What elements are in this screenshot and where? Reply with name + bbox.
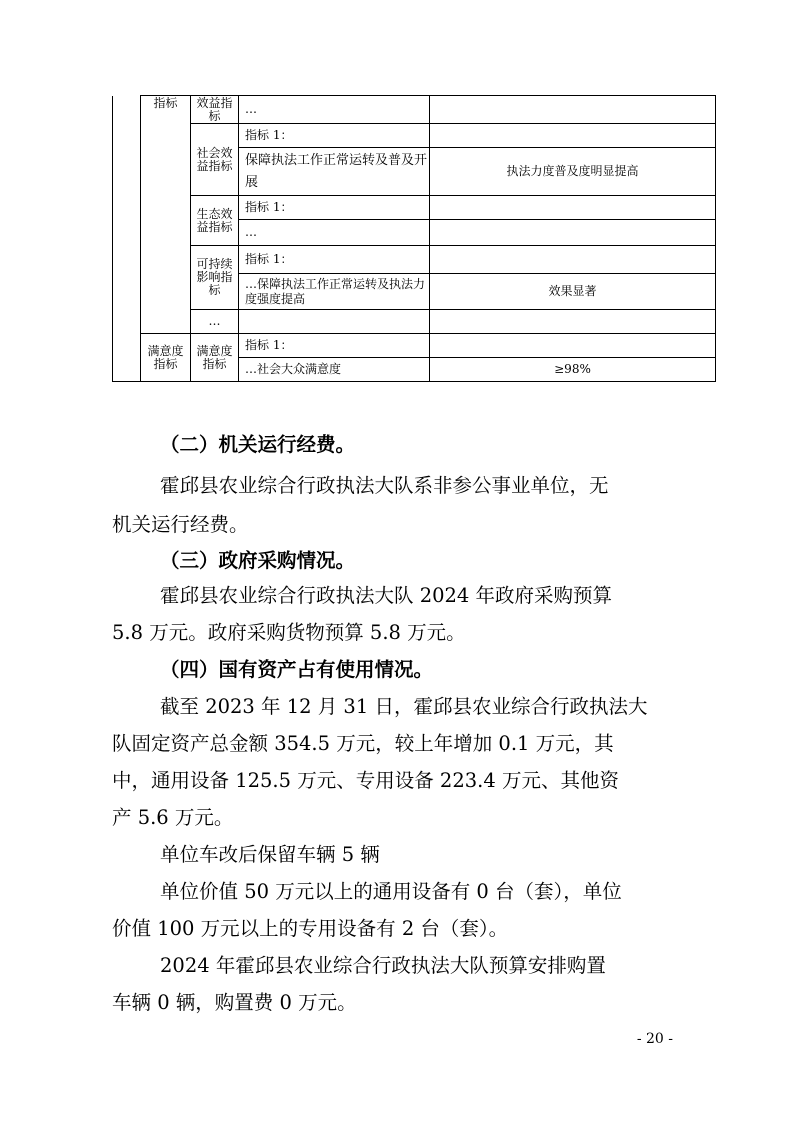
table-cell-value bbox=[430, 196, 716, 220]
table-cell-value: ≥98% bbox=[430, 358, 716, 382]
section-heading-procurement: （三）政府采购情况。 bbox=[160, 549, 356, 572]
table-cell-value bbox=[430, 310, 716, 334]
table-cell-level2: … bbox=[191, 310, 239, 334]
paragraph-line: 队固定资产总金额 354.5 万元，较上年增加 0.1 万元，其 bbox=[112, 732, 614, 755]
paragraph-line: 车辆 0 辆，购置费 0 万元。 bbox=[112, 991, 357, 1014]
table-cell-value bbox=[430, 334, 716, 358]
paragraph-line: 产 5.6 万元。 bbox=[112, 806, 234, 829]
table-cell-value bbox=[430, 220, 716, 246]
paragraph-line: 价值 100 万元以上的专用设备有 2 台（套）。 bbox=[112, 917, 509, 940]
table-cell-level1: 指标 bbox=[141, 96, 191, 334]
table-cell-indicator: 保障执法工作正常运转及普及开展 bbox=[239, 148, 430, 196]
table-cell-indicator: 指标 1： bbox=[239, 124, 430, 148]
table-cell-value bbox=[430, 124, 716, 148]
paragraph-line: 霍邱县农业综合行政执法大队 2024 年政府采购预算 bbox=[160, 584, 613, 607]
performance-indicator-table bbox=[112, 95, 716, 382]
paragraph-line: 截至 2023 年 12 月 31 日，霍邱县农业综合行政执法大 bbox=[160, 695, 648, 718]
section-heading-operating-funds: （二）机关运行经费。 bbox=[160, 433, 356, 456]
table-cell-level2: 社会效益指标 bbox=[191, 124, 239, 196]
paragraph-line: 5.8 万元。政府采购货物预算 5.8 万元。 bbox=[112, 621, 466, 644]
table-cell-indicator: 指标 1： bbox=[239, 334, 430, 358]
paragraph-line: 霍邱县农业综合行政执法大队系非参公事业单位，无 bbox=[160, 474, 609, 497]
paragraph-line: 2024 年霍邱县农业综合行政执法大队预算安排购置 bbox=[160, 954, 606, 977]
table-blank-column bbox=[113, 96, 141, 382]
table-cell-level1: 满意度指标 bbox=[141, 334, 191, 382]
table-cell-indicator: …保障执法工作正常运转及执法力度强度提高 bbox=[239, 274, 430, 310]
table-cell-value: 执法力度普及度明显提高 bbox=[430, 148, 716, 196]
table-cell-indicator: …社会大众满意度 bbox=[239, 358, 430, 382]
table-cell-indicator bbox=[239, 310, 430, 334]
table-cell-indicator: … bbox=[239, 220, 430, 246]
paragraph-line: 单位价值 50 万元以上的通用设备有 0 台（套），单位 bbox=[160, 880, 622, 903]
paragraph-line: 机关运行经费。 bbox=[112, 513, 249, 536]
page-number: - 20 - bbox=[636, 1031, 673, 1047]
table-cell-value: 效果显著 bbox=[430, 274, 716, 310]
table-cell-level2: 效益指标 bbox=[191, 96, 239, 124]
table-cell-value bbox=[430, 96, 716, 124]
table-cell-indicator: … bbox=[239, 96, 430, 124]
table-cell-indicator: 指标 1： bbox=[239, 246, 430, 274]
table-cell-value bbox=[430, 246, 716, 274]
table-cell-level2: 生态效益指标 bbox=[191, 196, 239, 246]
table-cell-level2: 满意度指标 bbox=[191, 334, 239, 382]
section-heading-assets: （四）国有资产占有使用情况。 bbox=[160, 658, 434, 681]
paragraph-line: 中，通用设备 125.5 万元、专用设备 223.4 万元、其他资 bbox=[112, 769, 619, 792]
table-cell-level2: 可持续影响指标 bbox=[191, 246, 239, 310]
table-cell-indicator: 指标 1： bbox=[239, 196, 430, 220]
paragraph-line: 单位车改后保留车辆 5 辆 bbox=[160, 843, 380, 866]
